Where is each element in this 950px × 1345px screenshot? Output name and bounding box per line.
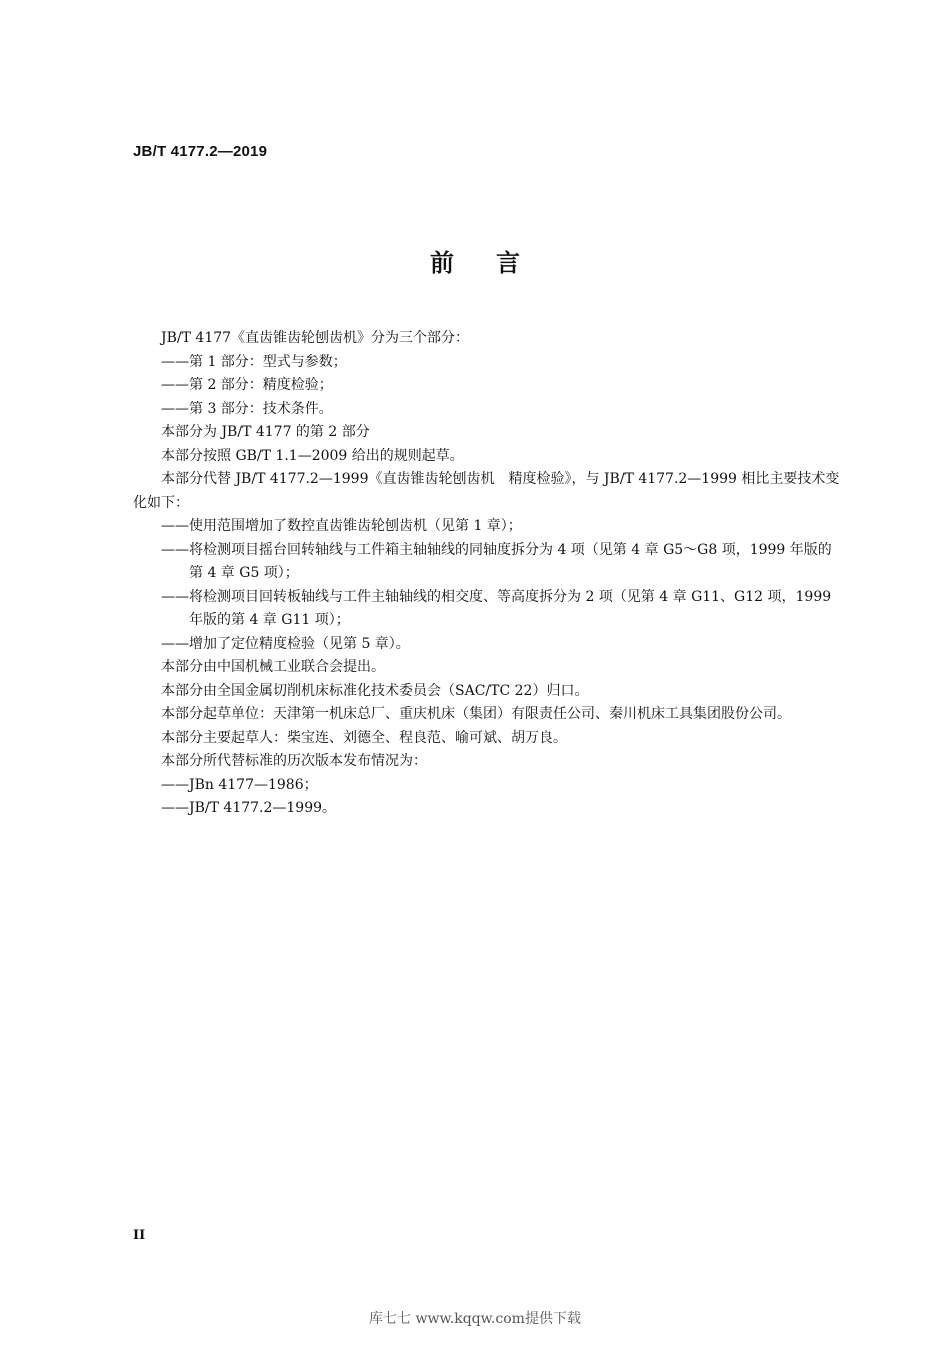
page-title: 前言 xyxy=(430,249,562,277)
list-item: ——JBn 4177—1986； xyxy=(161,776,318,793)
page-number: II xyxy=(133,1228,146,1243)
list-item: ——将检测项目摇台回转轴线与工件箱主轴轴线的同轴度拆分为 4 项（见第 4 章 G5～G8 项，1999 年版的第 4 章 G5 项）； xyxy=(161,541,832,581)
download-watermark: 库七七 www.kqqw.com提供下载 xyxy=(369,1311,581,1327)
paragraph: JB/T 4177《直齿锥齿轮刨齿机》分为三个部分： xyxy=(161,330,470,346)
paragraph: 本部分主要起草人：柴宝连、刘德全、程良范、喻可斌、胡万良。 xyxy=(161,729,567,746)
list-item: ——第 3 部分：技术条件。 xyxy=(161,400,333,417)
paragraph: 本部分由中国机械工业联合会提出。 xyxy=(161,659,385,675)
list-item: ——JB/T 4177.2—1999。 xyxy=(161,800,337,816)
paragraph: 本部分代替 JB/T 4177.2—1999《直齿锥齿轮刨齿机 精度检验》，与 JB/T 4177.2—1999 相比主要技术变化如下： xyxy=(133,471,840,511)
paragraph: 本部分起草单位：天津第一机床总厂、重庆机床（集团）有限责任公司、秦川机床工具集团股份公司。 xyxy=(161,706,791,722)
list-item: ——使用范围增加了数控直齿锥齿轮刨齿机（见第 1 章）； xyxy=(161,518,522,534)
list-item: ——第 2 部分：精度检验； xyxy=(161,377,333,393)
foreword-body xyxy=(133,327,841,821)
list-item: ——第 1 部分：型式与参数； xyxy=(161,353,347,370)
paragraph: 本部分所代替标准的历次版本发布情况为： xyxy=(161,753,427,769)
paragraph: 本部分由全国金属切削机床标准化技术委员会（SAC/TC 22）归口。 xyxy=(161,682,589,699)
paragraph: 本部分按照 GB/T 1.1—2009 给出的规则起草。 xyxy=(161,447,464,464)
list-item: ——增加了定位精度检验（见第 5 章）。 xyxy=(161,635,410,652)
standard-code: JB/T 4177.2—2019 xyxy=(133,143,268,160)
paragraph: 本部分为 JB/T 4177 的第 2 部分 xyxy=(161,424,370,440)
list-item: ——将检测项目回转板轴线与工件主轴轴线的相交度、等高度拆分为 2 项（见第 4 章 G11、G12 项，1999 年版的第 4 章 G11 项）； xyxy=(161,588,832,628)
